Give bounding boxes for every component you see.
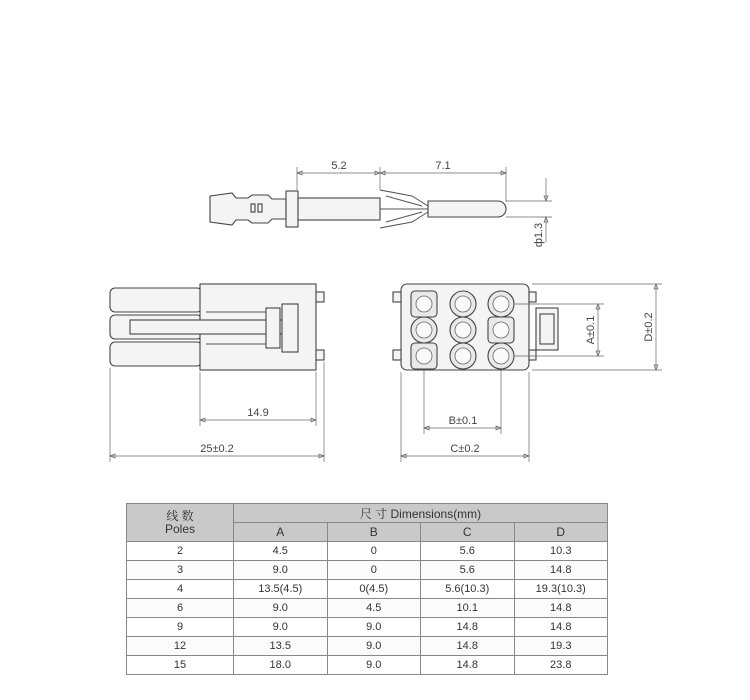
table-row — [127, 656, 608, 675]
c-cell: 5.6 — [421, 542, 515, 561]
poles-header-cn: 线 数 — [166, 508, 194, 523]
poles-header-en: Poles — [164, 521, 196, 536]
housing-side-view — [110, 284, 324, 370]
a-cell: 9.0 — [234, 599, 328, 618]
pin-length-left-label: 5.2 — [331, 160, 347, 172]
b-cell: 9.0 — [327, 656, 421, 675]
d-cell: 14.8 — [514, 561, 608, 580]
poles-cell: 9 — [127, 618, 234, 637]
dim-b-label: B±0.1 — [448, 415, 478, 427]
c-cell: 5.6(10.3) — [421, 580, 515, 599]
table-row — [127, 637, 608, 656]
terminal-pin-view — [210, 190, 506, 228]
a-cell: 9.0 — [234, 618, 328, 637]
table-row — [127, 599, 608, 618]
a-cell: 9.0 — [234, 561, 328, 580]
a-cell: 13.5 — [234, 637, 328, 656]
dimensions-table — [126, 503, 608, 675]
b-cell: 9.0 — [327, 637, 421, 656]
column-header-c: C — [421, 523, 515, 542]
c-cell: 5.6 — [421, 561, 515, 580]
d-cell: 23.8 — [514, 656, 608, 675]
c-cell: 10.1 — [421, 599, 515, 618]
c-cell: 14.8 — [421, 637, 515, 656]
d-cell: 14.8 — [514, 599, 608, 618]
poles-cell: 3 — [127, 561, 234, 580]
a-cell: 4.5 — [234, 542, 328, 561]
pin-length-right-label: 7.1 — [435, 160, 451, 172]
b-cell: 9.0 — [327, 618, 421, 637]
b-cell: 0(4.5) — [327, 580, 421, 599]
poles-cell: 15 — [127, 656, 234, 675]
b-cell: 4.5 — [327, 599, 421, 618]
b-cell: 0 — [327, 542, 421, 561]
table-row — [127, 542, 608, 561]
housing-front-view — [393, 284, 558, 370]
dimensions-header — [234, 504, 608, 523]
dim-d-label: D±0.2 — [643, 312, 655, 342]
side-overall-length-label: 25±0.2 — [200, 443, 234, 455]
poles-cell: 12 — [127, 637, 234, 656]
d-cell: 19.3(10.3) — [514, 580, 608, 599]
d-cell: 19.3 — [514, 637, 608, 656]
dimensions-header-en: Dimensions(mm) — [390, 506, 482, 521]
dimensions-header-cn: 尺 寸 — [359, 506, 388, 521]
table-row — [127, 618, 608, 637]
column-header-a: A — [234, 523, 328, 542]
dim-a-label: A±0.1 — [585, 315, 597, 345]
a-cell: 13.5(4.5) — [234, 580, 328, 599]
poles-header — [127, 504, 234, 542]
column-header-d: D — [514, 523, 608, 542]
table-row — [127, 580, 608, 599]
d-cell: 14.8 — [514, 618, 608, 637]
dim-c-label: C±0.2 — [450, 443, 480, 455]
pin-diameter-label: ф1.3 — [533, 222, 545, 248]
column-header-b: B — [327, 523, 421, 542]
side-view-dimensions — [110, 362, 324, 462]
poles-cell: 2 — [127, 542, 234, 561]
a-cell: 18.0 — [234, 656, 328, 675]
b-cell: 0 — [327, 561, 421, 580]
side-inner-length-label: 14.9 — [247, 407, 269, 419]
c-cell: 14.8 — [421, 656, 515, 675]
poles-cell: 4 — [127, 580, 234, 599]
poles-cell: 6 — [127, 599, 234, 618]
c-cell: 14.8 — [421, 618, 515, 637]
table-row — [127, 561, 608, 580]
d-cell: 10.3 — [514, 542, 608, 561]
